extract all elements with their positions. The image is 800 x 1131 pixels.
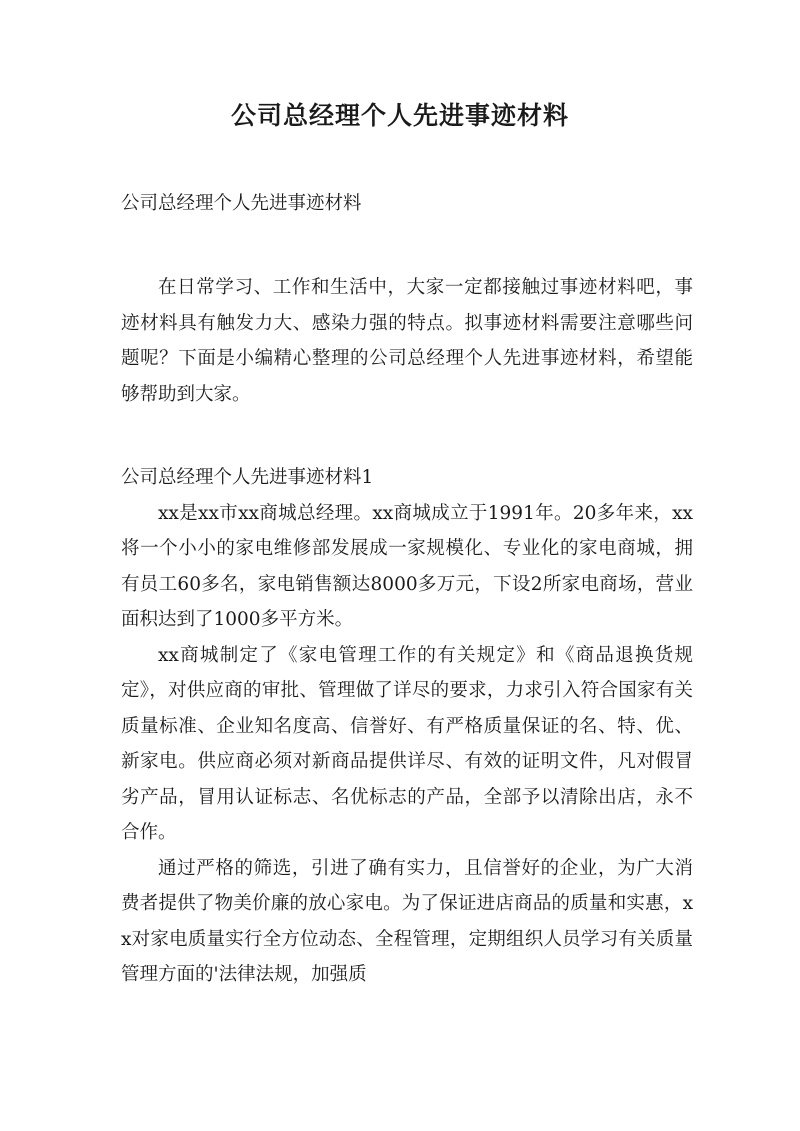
intro-paragraph: 在日常学习、工作和生活中，大家一定都接触过事迹材料吧，事迹材料具有触发力大、感染力强的特点。拟事迹材料需要注意哪些问题呢？下面是小编精心整理的公司总经理个人先进事迹材料，希望能够帮助到大家。 xyxy=(121,277,693,405)
document-subtitle: 公司总经理个人先进事迹材料 xyxy=(121,193,362,214)
body-paragraph: 通过严格的筛选，引进了确有实力，且信誉好的企业，为广大消费者提供了物美价廉的放心家电。为了保证进店商品的质量和实惠，xx对家电质量实行全方位动态、全程管理，定期组织人员学习有关质量管理方面的'法律法规，加强质 xyxy=(121,857,693,985)
document-body xyxy=(121,186,693,993)
body-paragraph: xx商城制定了《家电管理工作的有关规定》和《商品退换货规定》，对供应商的审批、管理做了详尽的要求，力求引入符合国家有关质量标准、企业知名度高、信誉好、有严格质量保证的名、特、优、新家电。供应商必须对新商品提供详尽、有效的证明文件，凡对假冒劣产品，冒用认证标志、名优标志的产品，全部予以清除出店，永不合作。 xyxy=(121,644,693,843)
section-heading: 公司总经理个人先进事迹材料1 xyxy=(121,467,374,488)
document-title: 公司总经理个人先进事迹材料 xyxy=(230,101,569,130)
body-paragraph: xx是xx市xx商城总经理。xx商城成立于1991年。20多年来，xx将一个小小的家电维修部发展成一家规模化、专业化的家电商城，拥有员工60多名，家电销售额达8000多万元，下设2所家电商场，营业面积达到了1000多平方米。 xyxy=(121,502,693,630)
